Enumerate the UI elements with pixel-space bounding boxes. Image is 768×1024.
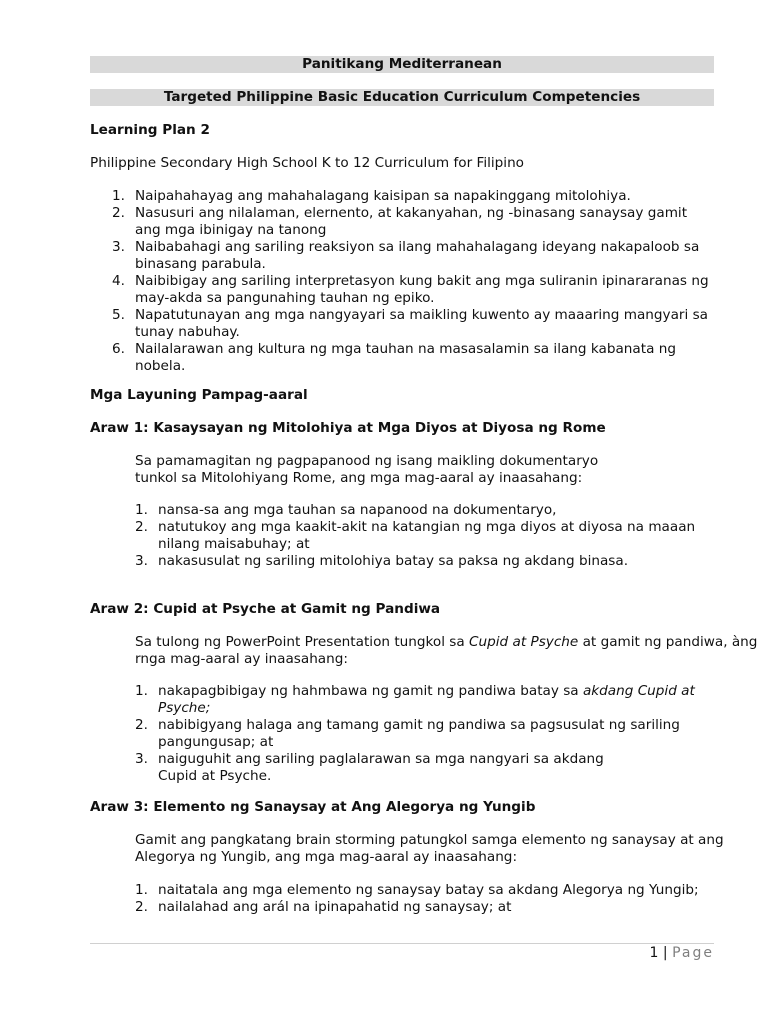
day2-list — [90, 683, 714, 785]
day3-list — [90, 882, 714, 916]
list-item: 6. Nailalarawan ang kultura ng mga tauhan na masasalamin sa ilang kabanata ng nobela. — [112, 341, 676, 374]
document-title: Panitikang Mediterranean — [90, 56, 714, 73]
list-item: 2. nailalahad ang arál na ipinapahatid ng sanaysay; at — [135, 899, 512, 915]
day1-intro: Sa pamamagitan ng pagpapanood ng isang maikling dokumentaryo tunkol sa Mitolohiyang Rome, ang mga mag-aaral ay inaasahang: — [135, 453, 599, 486]
list-item: 3. naiguguhit ang sariling paglalarawan sa mga nangyari sa akdang Cupid at Psyche. — [135, 751, 604, 784]
list-item: 4. Naibibigay ang sariling interpretasyon kung bakit ang mga suliranin ipinararanas ng may-akda sa pangunahing tauhan ng epiko. — [112, 273, 709, 306]
competency-list — [90, 188, 714, 375]
list-item: 2. natutukoy ang mga kaakit-akit na katangian ng mga diyos at diyosa na maaan nilang maisabuhay; at — [135, 519, 696, 552]
footer-separator: | — [662, 945, 668, 961]
list-item: 1. naitatala ang mga elemento ng sanaysay batay sa akdang Alegorya ng Yungib; — [135, 882, 699, 898]
curriculum-line: Philippine Secondary High School K to 12 Curriculum for Filipino — [90, 155, 525, 171]
list-item: 1. nakapagbibigay ng hahmbawa ng gamit ng pandiwa batay sa akdang Cupid at Psyche; — [135, 683, 695, 716]
footer-divider — [90, 943, 714, 944]
page-footer — [650, 945, 714, 962]
list-item: 3. nakasusulat ng sariling mitolohiya batay sa paksa ng akdang binasa. — [135, 553, 629, 569]
list-item: 2. Nasusuri ang nilalaman, elernento, at kakanyahan, ng -binasang sanaysay gamit ang mga ibinigay na tanong — [112, 205, 688, 238]
list-item: 5. Napatutunayan ang mga nangyayari sa maikling kuwento ay maaaring mangyari sa tunay nabuhay. — [112, 307, 709, 340]
learning-plan-heading: Learning Plan 2 — [90, 122, 210, 138]
day3-intro: Gamit ang pangkatang brain storming patungkol samga elemento ng sanaysay at ang Alegorya ng Yungib, ang mga mag-aaral ay inaasahang: — [135, 832, 724, 865]
day2-intro: Sa tulong ng PowerPoint Presentation tungkol sa Cupid at Psyche at gamit ng pandiwa, àng rnga mag-aaral ay inaasahang: — [135, 634, 758, 667]
day2-heading: Araw 2: Cupid at Psyche at Gamit ng Pandiwa — [90, 601, 441, 617]
day1-heading: Araw 1: Kasaysayan ng Mitolohiya at Mga Diyos at Diyosa ng Rome — [90, 420, 606, 436]
list-item: 1. Naipahahayag ang mahahalagang kaisipan sa napakinggang mitolohiya. — [112, 188, 631, 204]
list-item: 3. Naibabahagi ang sariling reaksiyon sa ilang mahahalagang ideyang nakapaloob sa binasang parabula. — [112, 239, 700, 272]
page-label: Page — [672, 945, 714, 961]
day1-list — [90, 502, 714, 570]
list-item: 1. nansa-sa ang mga tauhan sa napanood na dokumentaryo, — [135, 502, 557, 518]
page-number: 1 — [649, 945, 659, 961]
list-item: 2. nabibigyang halaga ang tamang gamit ng pandiwa sa pagsusulat ng sariling pangungusap; at — [135, 717, 680, 750]
objectives-heading: Mga Layuning Pampag-aaral — [90, 387, 308, 403]
document-subtitle: Targeted Philippine Basic Education Curriculum Competencies — [90, 89, 714, 106]
day3-heading: Araw 3: Elemento ng Sanaysay at Ang Alegorya ng Yungib — [90, 799, 536, 815]
